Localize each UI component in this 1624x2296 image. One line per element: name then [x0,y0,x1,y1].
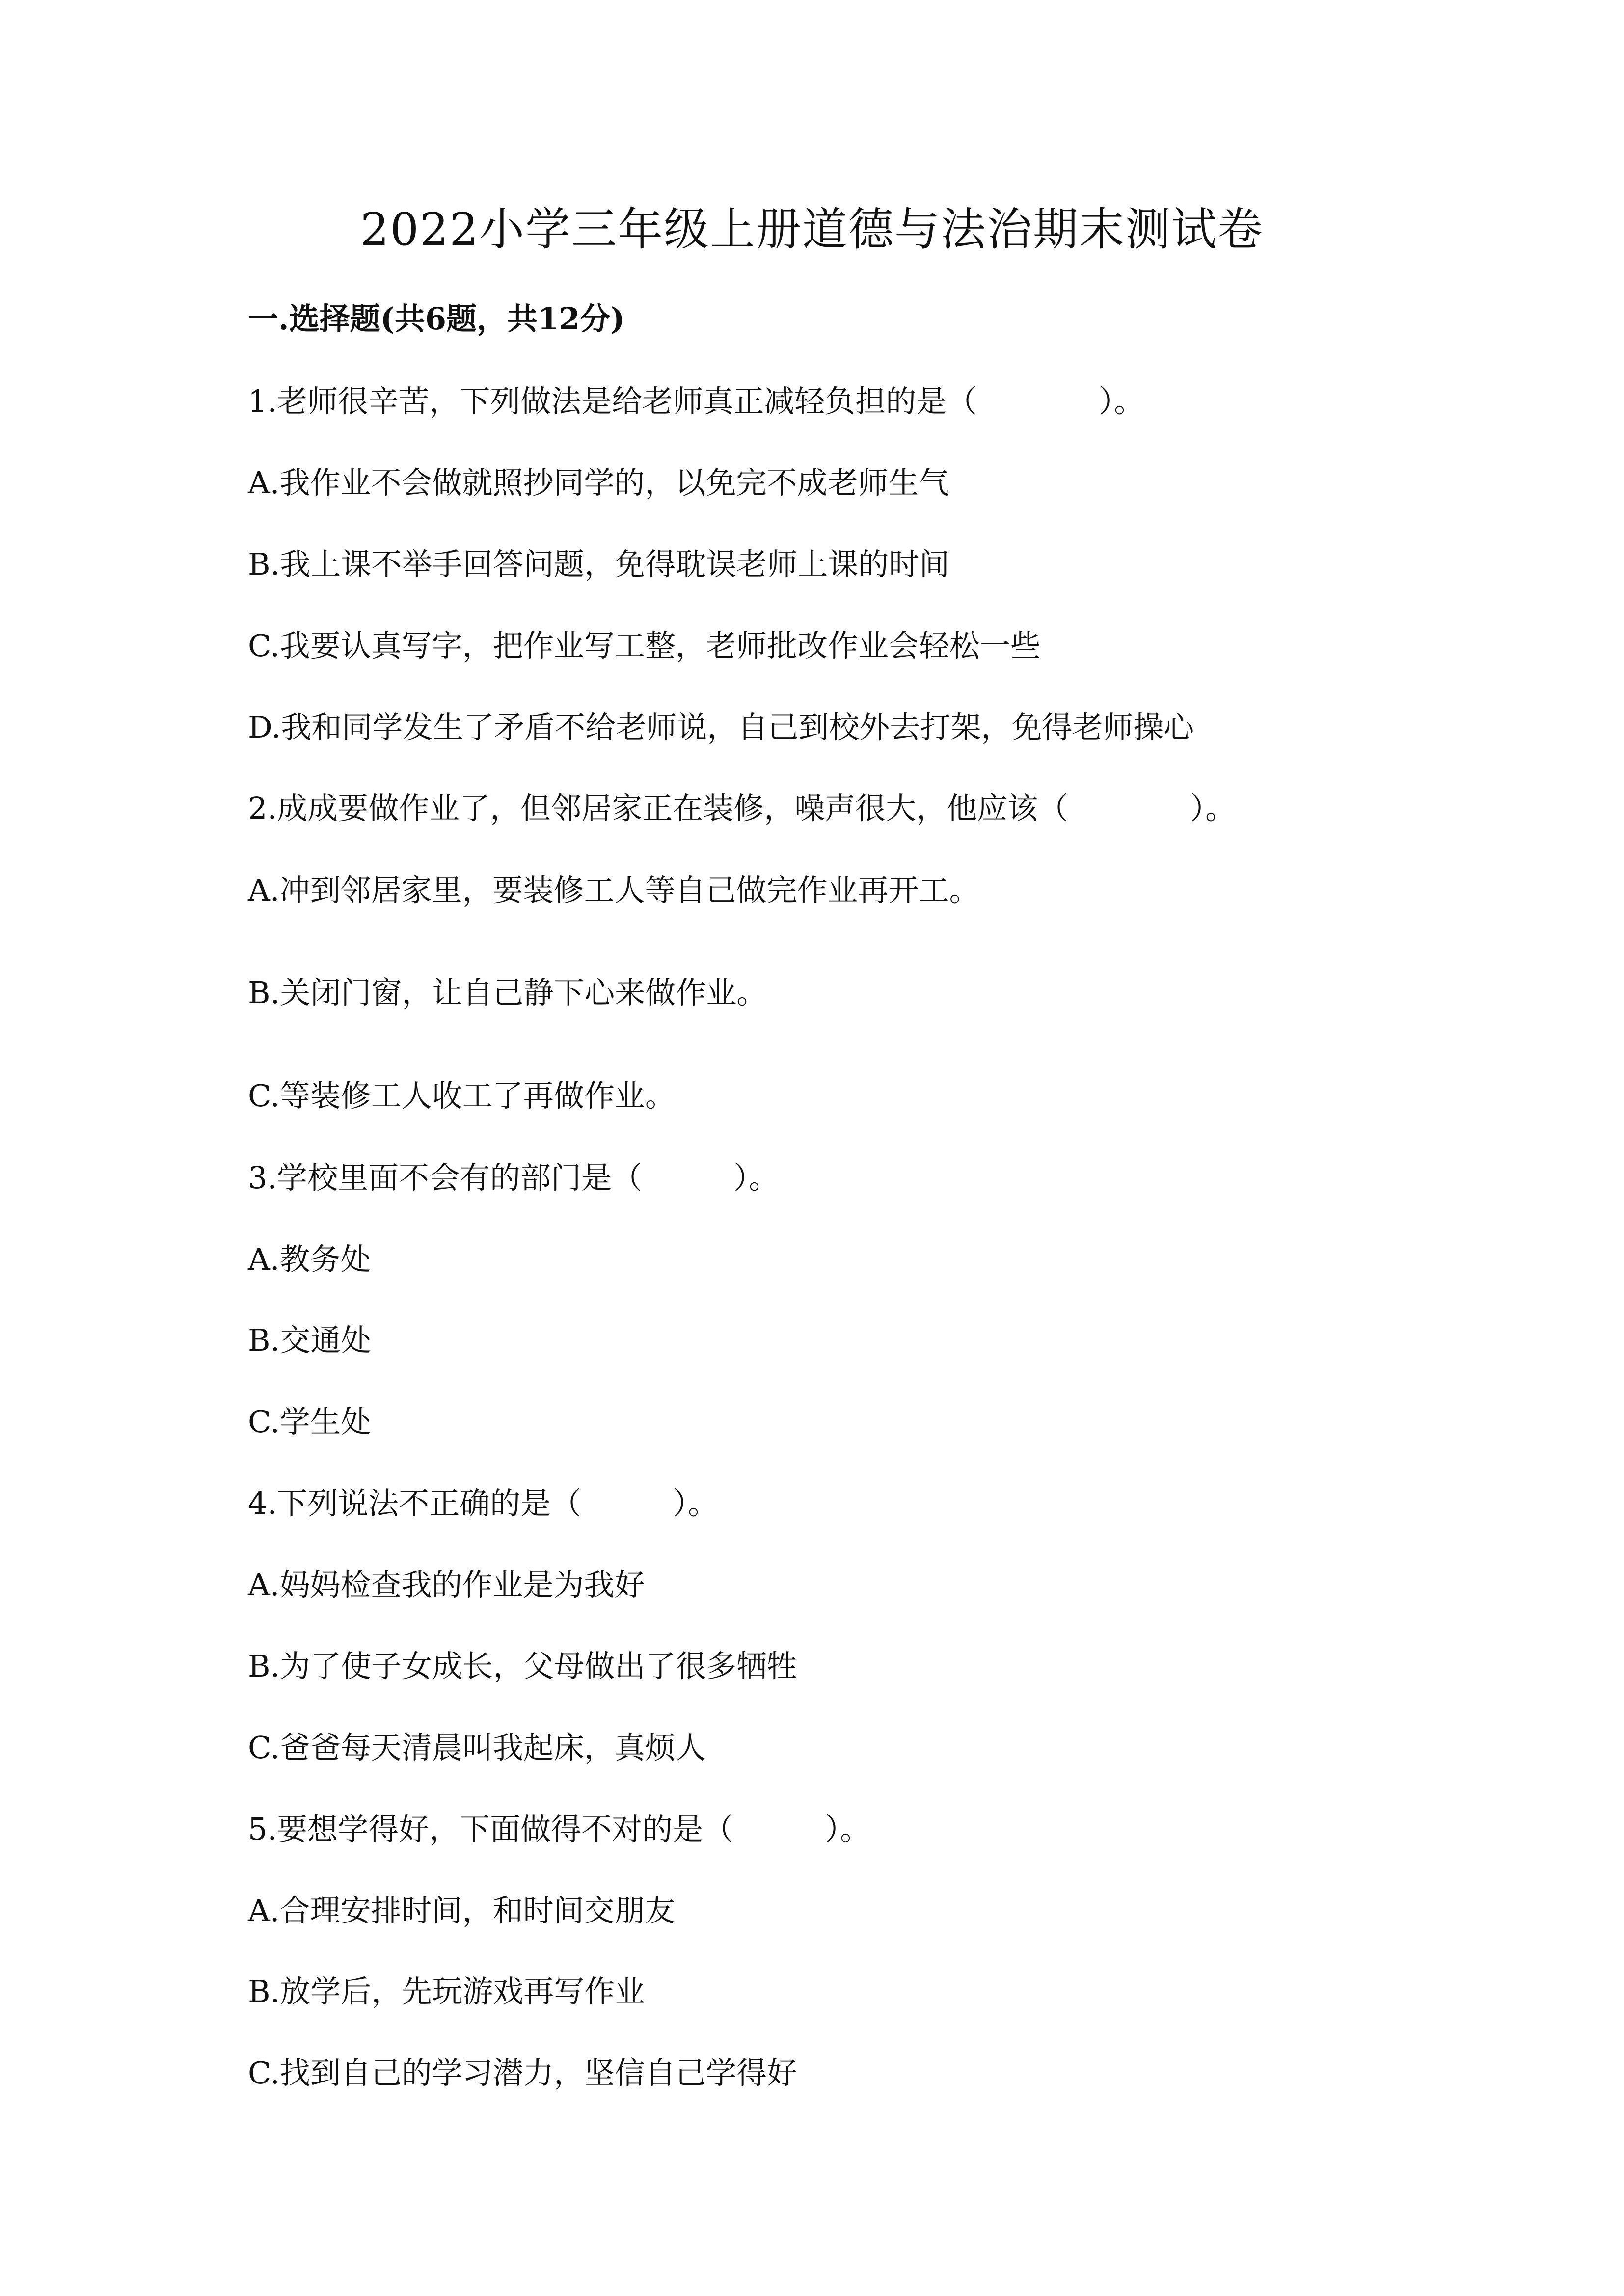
question-3-option-a: A.教务处 [248,1241,371,1277]
question-3-option-c: C.学生处 [248,1404,371,1440]
question-1-option-d: D.我和同学发生了矛盾不给老师说，自己到校外去打架，免得老师操心 [248,709,1194,745]
question-4-stem: 4.下列说法不正确的是（ ）。 [248,1485,719,1521]
question-2-option-c: C.等装修工人收工了再做作业。 [248,1078,676,1114]
question-3-stem: 3.学校里面不会有的部门是（ ）。 [248,1160,780,1196]
question-2-stem: 2.成成要做作业了，但邻居家正在装修，噪声很大，他应该（ ）。 [248,790,1236,826]
question-1-option-b: B.我上课不举手回答问题，免得耽误老师上课的时间 [248,546,950,582]
question-5-option-c: C.找到自己的学习潜力，坚信自己学得好 [248,2055,797,2091]
question-5-stem: 5.要想学得好，下面做得不对的是（ ）。 [248,1811,871,1847]
page-title: 2022小学三年级上册道德与法治期末测试卷 [360,203,1264,256]
question-4-option-b: B.为了使子女成长，父母做出了很多牺牲 [248,1648,798,1684]
question-4-option-a: A.妈妈检查我的作业是为我好 [248,1567,645,1602]
question-1-option-a: A.我作业不会做就照抄同学的，以免完不成老师生气 [248,465,949,501]
question-1-stem: 1.老师很辛苦，下列做法是给老师真正减轻负担的是（ ）。 [248,383,1145,419]
question-2-option-b: B.关闭门窗，让自己静下心来做作业。 [248,975,767,1011]
question-2-option-a: A.冲到邻居家里，要装修工人等自己做完作业再开工。 [248,872,980,908]
section-heading: 一.选择题(共6题，共12分) [248,301,625,337]
question-4-option-c: C.爸爸每天清晨叫我起床，真烦人 [248,1730,706,1765]
question-5-option-a: A.合理安排时间，和时间交朋友 [248,1893,676,1928]
question-3-option-b: B.交通处 [248,1322,372,1358]
question-5-option-b: B.放学后，先玩游戏再写作业 [248,1974,646,2009]
question-1-option-c: C.我要认真写字，把作业写工整，老师批改作业会轻松一些 [248,628,1041,664]
